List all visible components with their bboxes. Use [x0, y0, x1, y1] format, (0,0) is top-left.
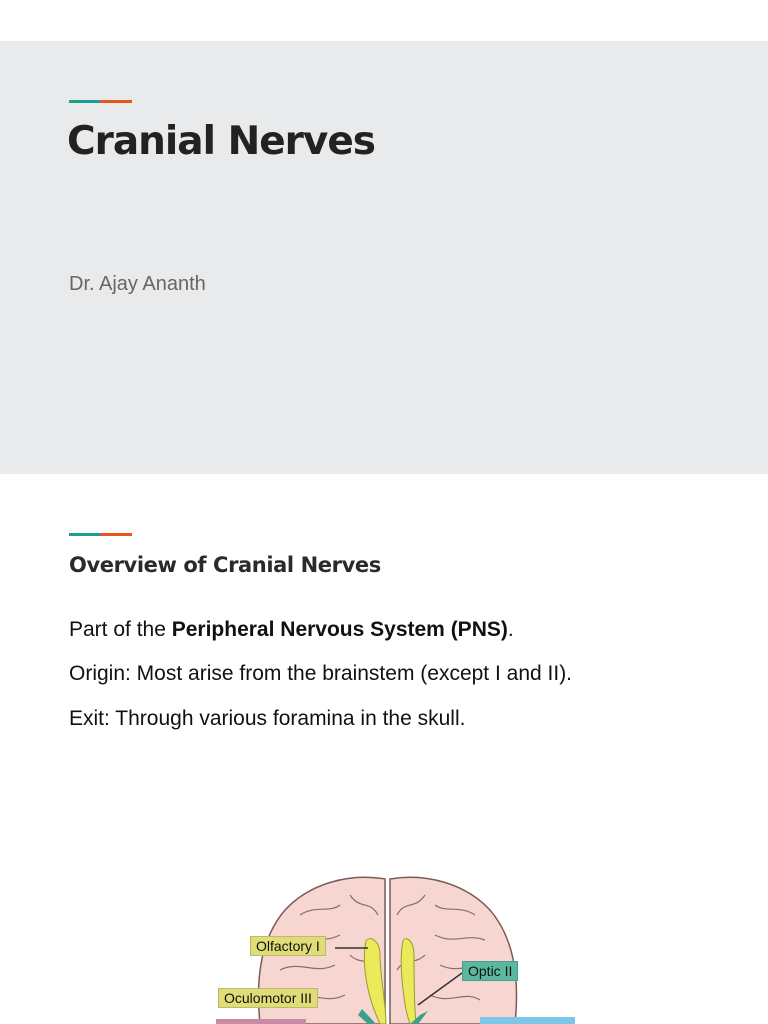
accent-teal-segment: [69, 100, 100, 103]
pns-line-suffix: .: [507, 618, 514, 641]
optic-label: Optic II: [462, 961, 518, 981]
author-name: Dr. Ajay Ananth: [69, 273, 206, 295]
title-slide: [0, 41, 768, 474]
olfactory-label: Olfactory I: [250, 936, 326, 956]
exit-line: Exit: Through various foramina in the skull.: [69, 707, 466, 730]
label-partial-blue: [480, 1017, 575, 1024]
pns-line: [69, 618, 514, 642]
title-accent-bar: [69, 100, 132, 103]
origin-line: Origin: Most arise from the brainstem (except I and II).: [69, 662, 573, 685]
brain-diagram: [200, 865, 600, 1024]
pns-line-prefix: Part of the: [69, 618, 172, 641]
oculomotor-label: Oculomotor III: [218, 988, 318, 1008]
accent-orange-segment: [100, 100, 132, 103]
label-partial-pink: [216, 1019, 306, 1024]
slide-title: Cranial Nerves: [67, 119, 375, 164]
accent-orange-segment: [100, 533, 132, 536]
overview-heading: Overview of Cranial Nerves: [69, 553, 381, 577]
overview-accent-bar: [69, 533, 132, 536]
pns-line-bold: Peripheral Nervous System (PNS): [171, 618, 508, 641]
accent-teal-segment: [69, 533, 100, 536]
